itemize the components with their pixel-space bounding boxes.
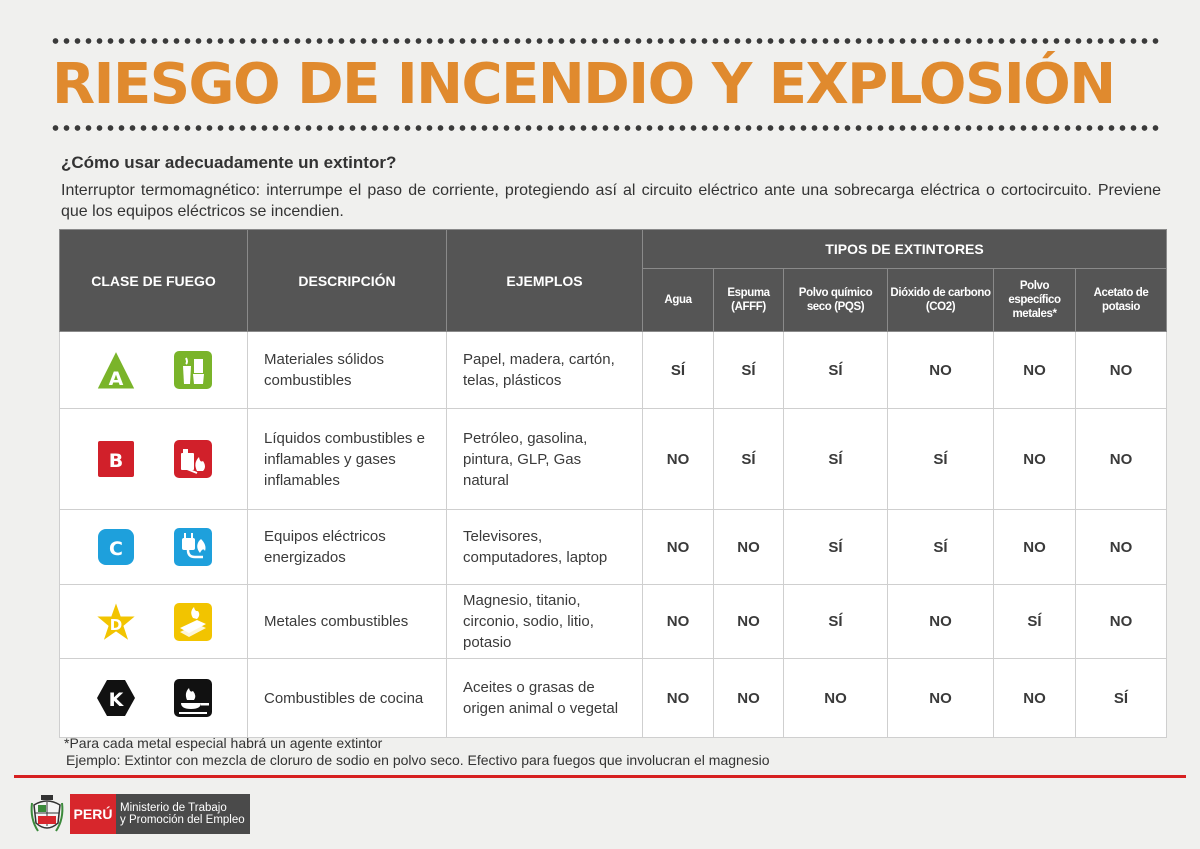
intro-paragraph: Interruptor termomagnético: interrumpe el paso de corriente, protegiendo así al circuito eléctrico ante una sobrecarga eléctrica o cortocircuito. Previene que los equipos eléctricos se incendien. xyxy=(61,182,1161,220)
answer-cell: NO xyxy=(888,332,994,409)
header-tipos-extintores: TIPOS DE EXTINTORES xyxy=(643,230,1167,269)
examples-cell: Magnesio, titanio, circonio, sodio, litio, potasio xyxy=(447,585,643,659)
description-cell: Líquidos combustibles e inflamables y gases inflamables xyxy=(248,409,447,510)
fire-class-cell xyxy=(60,510,248,585)
answer-cell: SÍ xyxy=(784,510,888,585)
description-cell: Materiales sólidos combustibles xyxy=(248,332,447,409)
fire-class-c-icon xyxy=(95,526,137,568)
header-clase: CLASE DE FUEGO xyxy=(60,230,248,332)
fire-class-letter: K xyxy=(108,689,123,711)
answer-cell: NO xyxy=(643,659,714,738)
description-cell: Metales combustibles xyxy=(248,585,447,659)
answer-cell: NO xyxy=(1076,332,1167,409)
fire-class-k-icon xyxy=(95,677,137,719)
examples-cell: Papel, madera, cartón, telas, plásticos xyxy=(447,332,643,409)
answer-cell: NO xyxy=(784,659,888,738)
header-extintor-5: Acetato de potasio xyxy=(1076,269,1167,332)
answer-cell: NO xyxy=(714,659,784,738)
answer-cell: NO xyxy=(1076,585,1167,659)
fire-class-a-icon xyxy=(95,349,137,391)
table-row xyxy=(60,585,1167,659)
fire-class-letter: D xyxy=(109,615,122,634)
answer-cell: NO xyxy=(994,332,1076,409)
header-ejemplos: EJEMPLOS xyxy=(447,230,643,332)
electrical-plug-icon xyxy=(173,527,213,567)
answer-cell: SÍ xyxy=(888,510,994,585)
header-extintor-3: Dióxido de carbono (CO2) xyxy=(888,269,994,332)
page-title: RIESGO DE INCENDIO Y EXPLOSIÓN xyxy=(52,52,1115,117)
answer-cell: NO xyxy=(643,585,714,659)
fire-class-cell xyxy=(60,659,248,738)
answer-cell: SÍ xyxy=(714,332,784,409)
answer-cell: SÍ xyxy=(784,585,888,659)
fire-class-d-icon xyxy=(95,601,137,643)
answer-cell: SÍ xyxy=(1076,659,1167,738)
coat-of-arms-icon xyxy=(28,793,66,837)
footnote-example: Ejemplo: Extintor con mezcla de cloruro de sodio en polvo seco. Efectivo para fuegos que involucran el magnesio xyxy=(66,752,770,768)
header-extintor-2: Polvo químico seco (PQS) xyxy=(784,269,888,332)
answer-cell: SÍ xyxy=(994,585,1076,659)
section-subtitle: ¿Cómo usar adecuadamente un extintor? xyxy=(61,153,397,172)
fire-class-table xyxy=(59,229,1167,738)
answer-cell: SÍ xyxy=(784,332,888,409)
answer-cell: NO xyxy=(1076,510,1167,585)
table-row xyxy=(60,659,1167,738)
answer-cell: NO xyxy=(888,659,994,738)
top-dotted-divider xyxy=(50,37,1160,45)
footnote-metal-agent: *Para cada metal especial habrá un agente extintor xyxy=(64,735,383,751)
fire-class-letter: C xyxy=(108,538,123,560)
paper-trash-icon xyxy=(173,350,213,390)
ministry-line-2: y Promoción del Empleo xyxy=(120,814,245,826)
bottom-dotted-divider xyxy=(50,124,1160,132)
answer-cell: NO xyxy=(994,510,1076,585)
fire-class-b-icon xyxy=(95,438,137,480)
answer-cell: NO xyxy=(714,510,784,585)
ministry-line-1: Ministerio de Trabajo xyxy=(120,802,227,814)
answer-cell: SÍ xyxy=(714,409,784,510)
peru-badge: PERÚ xyxy=(70,794,116,834)
answer-cell: NO xyxy=(994,409,1076,510)
table-row xyxy=(60,409,1167,510)
answer-cell: SÍ xyxy=(784,409,888,510)
answer-cell: NO xyxy=(643,409,714,510)
fire-class-letter: A xyxy=(108,368,123,390)
answer-cell: SÍ xyxy=(643,332,714,409)
fire-class-cell xyxy=(60,409,248,510)
red-divider-line xyxy=(14,775,1186,778)
fire-class-cell xyxy=(60,332,248,409)
description-cell: Equipos eléctricos energizados xyxy=(248,510,447,585)
metal-sheets-icon xyxy=(173,602,213,642)
fire-class-letter: B xyxy=(108,450,123,472)
answer-cell: NO xyxy=(643,510,714,585)
table-row xyxy=(60,510,1167,585)
table-row xyxy=(60,332,1167,409)
answer-cell: NO xyxy=(994,659,1076,738)
answer-cell: NO xyxy=(714,585,784,659)
header-extintor-4: Polvo específico metales* xyxy=(994,269,1076,332)
answer-cell: NO xyxy=(888,585,994,659)
header-descripcion: DESCRIPCIÓN xyxy=(248,230,447,332)
examples-cell: Petróleo, gasolina, pintura, GLP, Gas natural xyxy=(447,409,643,510)
header-extintor-1: Espuma (AFFF) xyxy=(714,269,784,332)
header-extintor-0: Agua xyxy=(643,269,714,332)
answer-cell: NO xyxy=(1076,409,1167,510)
examples-cell: Televisores, computadores, laptop xyxy=(447,510,643,585)
examples-cell: Aceites o grasas de origen animal o vegetal xyxy=(447,659,643,738)
flammable-liquid-icon xyxy=(173,439,213,479)
fire-class-cell xyxy=(60,585,248,659)
ministry-badge xyxy=(116,794,250,834)
description-cell: Combustibles de cocina xyxy=(248,659,447,738)
cooking-pan-icon xyxy=(173,678,213,718)
answer-cell: SÍ xyxy=(888,409,994,510)
